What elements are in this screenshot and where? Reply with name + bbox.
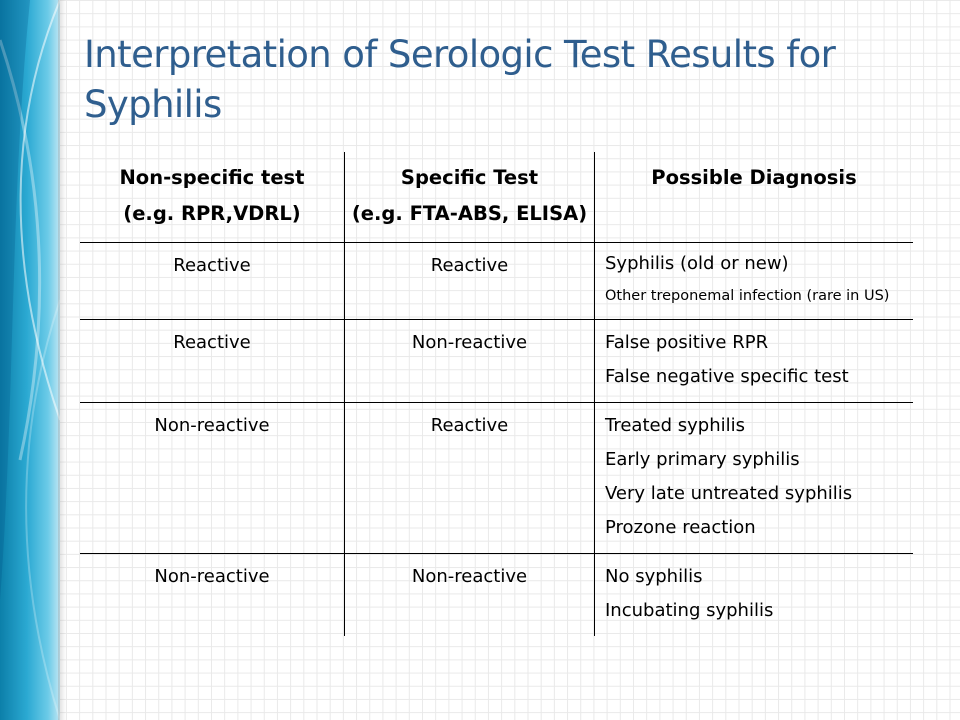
header-diagnosis-title: Possible Diagnosis <box>651 166 857 189</box>
cell-nonspecific-result: Non-reactive <box>154 566 270 587</box>
decorative-swoosh <box>0 0 60 720</box>
diagnosis-item: Incubating syphilis <box>605 600 774 621</box>
header-specific-title: Specific Test <box>400 166 539 189</box>
diagnosis-item: False positive RPR <box>605 332 769 353</box>
diagnosis-item: Early primary syphilis <box>605 449 800 470</box>
cell-diagnosis <box>595 403 914 554</box>
cell-nonspecific-result: Reactive <box>173 255 251 276</box>
table-row <box>80 554 913 637</box>
cell-diagnosis <box>595 554 914 637</box>
header-nonspecific-examples: (e.g. RPR,VDRL) <box>123 202 301 225</box>
diagnosis-item: False negative specific test <box>605 366 849 387</box>
cell-specific-result: Non-reactive <box>345 320 595 403</box>
table-row <box>80 403 913 554</box>
slide-title: Interpretation of Serologic Test Results for Syphilis <box>84 33 836 126</box>
header-specific-examples: (e.g. FTA-ABS, ELISA) <box>351 202 588 225</box>
header-possible-diagnosis <box>595 152 914 243</box>
cell-nonspecific-result: Reactive <box>173 332 251 353</box>
cell-specific-result: Reactive <box>345 243 595 320</box>
header-nonspecific-title: Non-specific test <box>119 166 305 189</box>
table-row <box>80 243 913 320</box>
diagnosis-item: Syphilis (old or new) <box>605 253 789 274</box>
serology-results-table <box>80 152 913 636</box>
cell-diagnosis <box>595 320 914 403</box>
cell-specific-result: Reactive <box>345 403 595 554</box>
side-panel-shadow <box>58 0 66 720</box>
decorative-side-panel <box>0 0 60 720</box>
diagnosis-item: Prozone reaction <box>605 517 756 538</box>
cell-specific-result: Non-reactive <box>345 554 595 637</box>
cell-nonspecific-result: Non-reactive <box>154 415 270 436</box>
diagnosis-item: Very late untreated syphilis <box>605 483 853 504</box>
header-specific-test <box>345 152 595 243</box>
diagnosis-item: Treated syphilis <box>605 415 745 436</box>
diagnosis-item: No syphilis <box>605 566 703 587</box>
header-nonspecific-test <box>80 152 345 243</box>
cell-diagnosis <box>595 243 914 320</box>
table-header-row <box>80 152 913 243</box>
table-row <box>80 320 913 403</box>
diagnosis-item: Other treponemal infection (rare in US) <box>605 288 890 304</box>
